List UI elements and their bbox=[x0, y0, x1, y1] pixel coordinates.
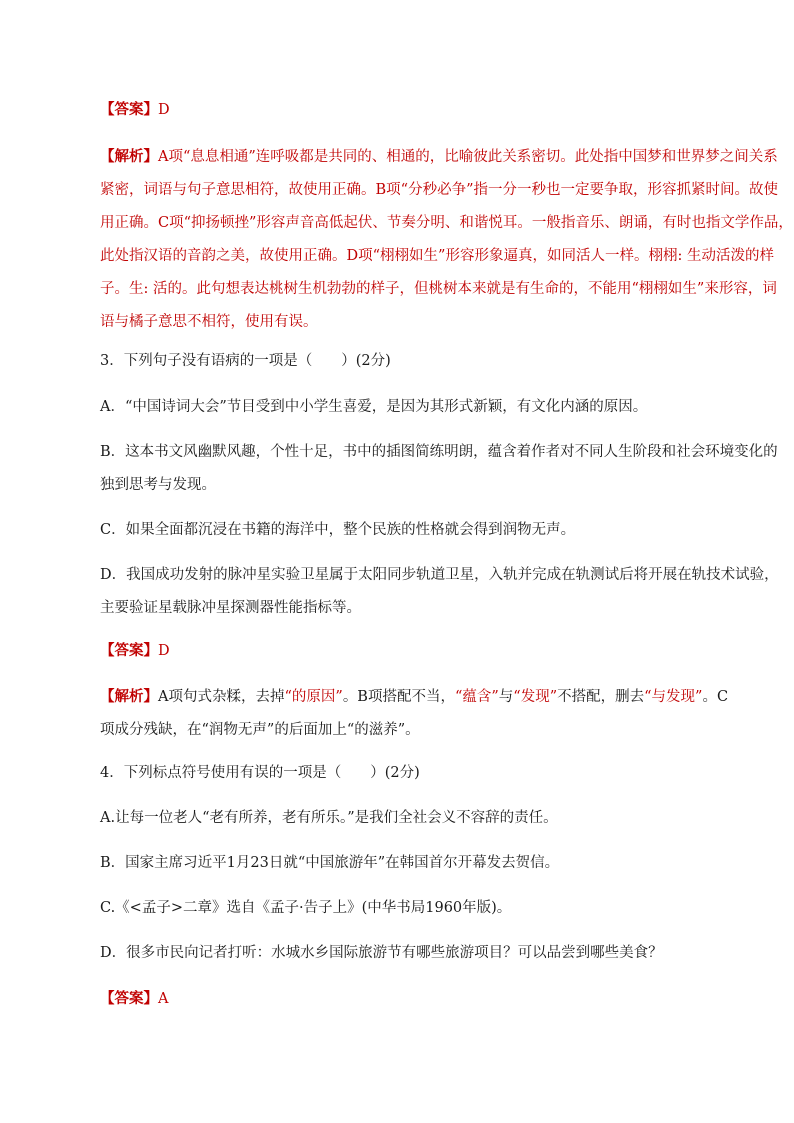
question-3-stem: 3．下列句子没有语病的一项是（ ）(2分) bbox=[100, 353, 391, 369]
q4-option-a: A.让每一位老人“老有所养，老有所乐。”是我们全社会义不容辞的责任。 bbox=[100, 810, 558, 826]
analysis-text: A项“息息相通”连呼吸都是共同的、相通的，比喻彼此关系密切。此处指中国梦和世界梦之间关系 bbox=[158, 149, 778, 165]
q4-option-b: B．国家主席习近平1月23日就“中国旅游年”在韩国首尔开幕发去贺信。 bbox=[100, 855, 560, 871]
q3-option-d: D．我国成功发射的脉冲星实验卫星属于太阳同步轨道卫星，入轨并完成在轨测试后将开展在轨技术试验， 主要验证星载脉冲星探测器性能指标等。 bbox=[100, 567, 779, 616]
analysis-text: 紧密，词语与句子意思相符，故使用正确。B项“分秒必争”指一分一秒也一定要争取，形容抓紧时间。故使 bbox=[100, 182, 778, 198]
answer-label: 【答案】 bbox=[100, 642, 158, 659]
q3-option-a: A．“中国诗词大会”节目受到中小学生喜爱，是因为其形式新颖，有文化内涵的原因。 bbox=[100, 399, 648, 415]
q4-option-c: C.《<孟子>二章》选自《孟子·告子上》(中华书局1960年版)。 bbox=[100, 900, 512, 916]
q3-option-b: B．这本书文风幽默风趣，个性十足，书中的插图简练明朗，蕴含着作者对不同人生阶段和社会环境变化的 独到思考与发现。 bbox=[100, 444, 778, 493]
q4-answer bbox=[100, 989, 720, 1009]
answer-value: D bbox=[158, 102, 170, 118]
q3-answer bbox=[100, 641, 720, 661]
q3-option-c: C．如果全面都沉浸在书籍的海洋中，整个民族的性格就会得到润物无声。 bbox=[100, 522, 576, 538]
answer-value: D bbox=[158, 643, 170, 659]
q2-answer bbox=[100, 100, 720, 120]
q3-analysis: 【解析】A项句式杂糅，去掉“的原因”。B项搭配不当，“蕴含”与“发现”不搭配，删去“与发现”。C 项成分残缺，在“润物无声”的后面加上“的滋养”。 bbox=[100, 688, 729, 738]
analysis-text: 此处指汉语的音韵之美，故使用正确。D项“栩栩如生”形容形象逼真，如同活人一样。栩栩: 生动活泼的样 bbox=[100, 248, 774, 264]
analysis-text: 项成分残缺，在“润物无声”的后面加上“的滋养”。 bbox=[100, 722, 420, 738]
analysis-label: 【解析】 bbox=[100, 148, 158, 165]
analysis-text: 用正确。C项“抑扬顿挫”形容声音高低起伏、节奏分明、和谐悦耳。一般指音乐、朗诵，有时也指文学作品， bbox=[100, 215, 793, 231]
answer-label: 【答案】 bbox=[100, 101, 158, 118]
answer-label: 【答案】 bbox=[100, 990, 158, 1007]
analysis-text: 子。生: 活的。此句想表达桃树生机勃勃的样子，但桃树本来就是有生命的，不能用“栩栩如生”来形容，词 bbox=[100, 281, 777, 297]
question-4-stem: 4．下列标点符号使用有误的一项是（ ）(2分) bbox=[100, 765, 420, 781]
answer-value: A bbox=[158, 991, 169, 1007]
analysis-text: 语与橘子意思不相符，使用有误。 bbox=[100, 314, 318, 330]
analysis-label: 【解析】 bbox=[100, 688, 158, 705]
q4-option-d: D．很多市民向记者打听：水城水乡国际旅游节有哪些旅游项目？可以品尝到哪些美食？ bbox=[100, 945, 663, 961]
q2-analysis bbox=[100, 147, 793, 332]
